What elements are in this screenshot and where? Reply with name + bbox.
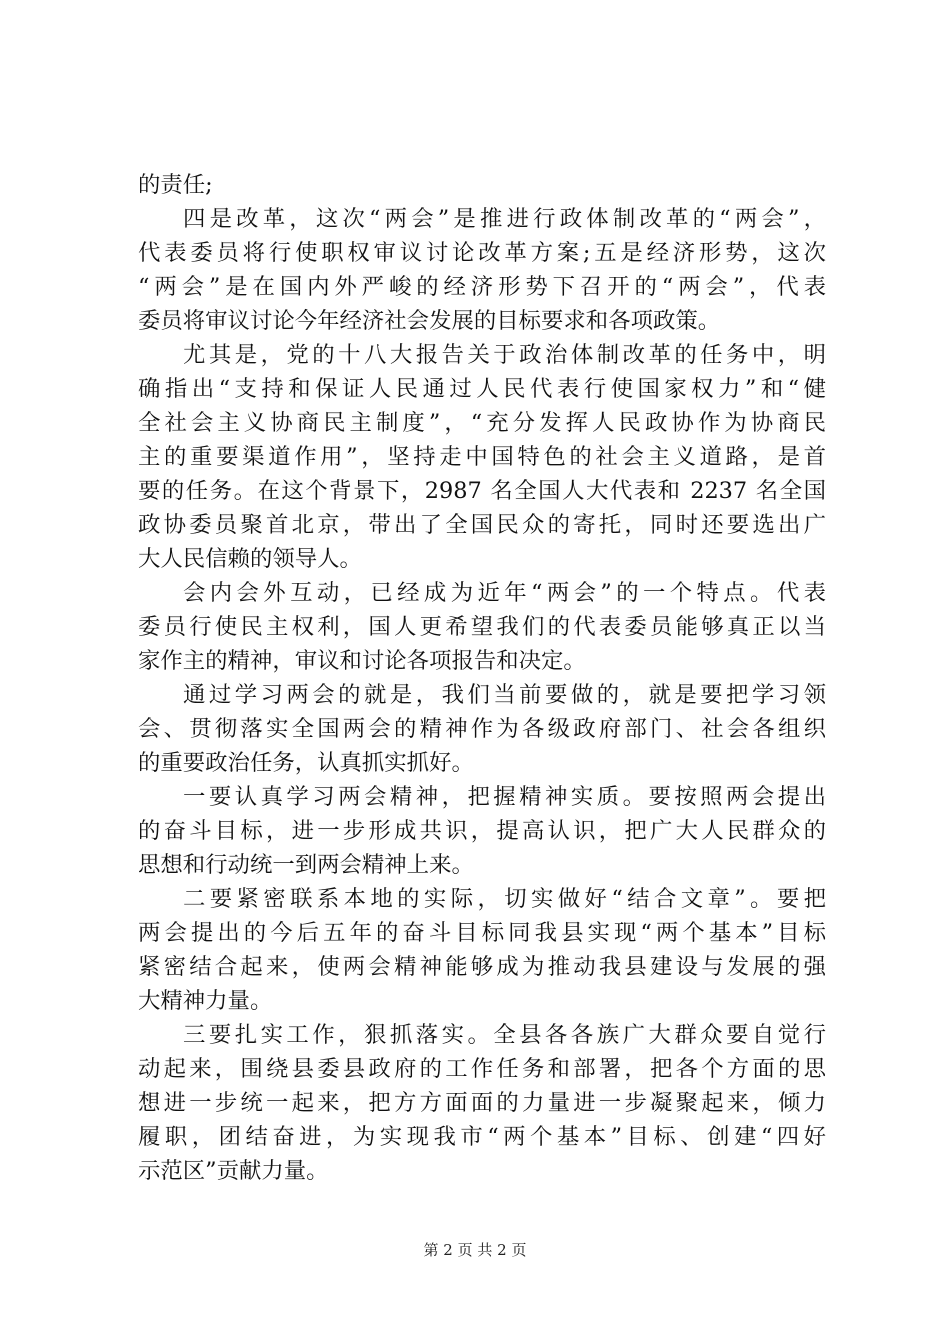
- text-line: 思想和行动统一到两会精神上来。: [138, 852, 474, 878]
- text-line: 政协委员聚首北京，带出了全国民众的寄托，同时还要选出广: [138, 512, 826, 538]
- text-line: 二要紧密联系本地的实际，切实做好“结合文章”。要把: [183, 886, 826, 912]
- text-line: 家作主的精神，审议和讨论各项报告和决定。: [138, 648, 586, 674]
- text-line: 确指出“支持和保证人民通过人民代表行使国家权力”和“健: [138, 376, 826, 402]
- text-line: 履职，团结奋进，为实现我市“两个基本”目标、创建“四好: [138, 1124, 826, 1150]
- text-line: 三要扎实工作，狠抓落实。全县各各族广大群众要自觉行: [183, 1022, 826, 1048]
- text-line: 想进一步统一起来，把方方面面的力量进一步凝聚起来，倾力: [138, 1090, 826, 1116]
- text-line: 的奋斗目标，进一步形成共识，提高认识，把广大人民群众的: [138, 818, 826, 844]
- text-line: 示范区”贡献力量。: [138, 1158, 329, 1184]
- document-body: [138, 168, 826, 1188]
- text-line: 会、贯彻落实全国两会的精神作为各级政府部门、社会各组织: [138, 716, 826, 742]
- text-line: “两会”是在国内外严峻的经济形势下召开的“两会”，代表: [138, 274, 826, 300]
- text-line: 委员将审议讨论今年经济社会发展的目标要求和各项政策。: [138, 308, 721, 334]
- text-line: 一要认真学习两会精神，把握精神实质。要按照两会提出: [183, 784, 826, 810]
- text-line: 大精神力量。: [138, 988, 273, 1014]
- text-line: 的责任;: [138, 172, 213, 198]
- text-line: 通过学习两会的就是，我们当前要做的，就是要把学习领: [183, 682, 826, 708]
- text-line: 大人民信赖的领导人。: [138, 546, 362, 572]
- text-line: 要的任务。在这个背景下，2987 名全国人大代表和 2237 名全国: [138, 478, 826, 504]
- text-line: 四是改革，这次“两会”是推进行政体制改革的“两会”，: [183, 206, 826, 232]
- text-line: 动起来，围绕县委县政府的工作任务和部署，把各个方面的思: [138, 1056, 826, 1082]
- text-line: 两会提出的今后五年的奋斗目标同我县实现“两个基本”目标: [138, 920, 826, 946]
- text-line: 紧密结合起来，使两会精神能够成为推动我县建设与发展的强: [138, 954, 826, 980]
- text-line: 的重要政治任务，认真抓实抓好。: [138, 750, 474, 776]
- text-line: 尤其是，党的十八大报告关于政治体制改革的任务中，明: [183, 342, 826, 368]
- page-footer: 第 2 页 共 2 页: [423, 1241, 527, 1259]
- text-line: 代表委员将行使职权审议讨论改革方案;五是经济形势，这次: [138, 240, 826, 266]
- text-line: 全社会主义协商民主制度”，“充分发挥人民政协作为协商民: [138, 410, 826, 436]
- text-line: 会内会外互动，已经成为近年“两会”的一个特点。代表: [183, 580, 826, 606]
- text-line: 主的重要渠道作用”，坚持走中国特色的社会主义道路，是首: [138, 444, 826, 470]
- text-line: 委员行使民主权利，国人更希望我们的代表委员能够真正以当: [138, 614, 826, 640]
